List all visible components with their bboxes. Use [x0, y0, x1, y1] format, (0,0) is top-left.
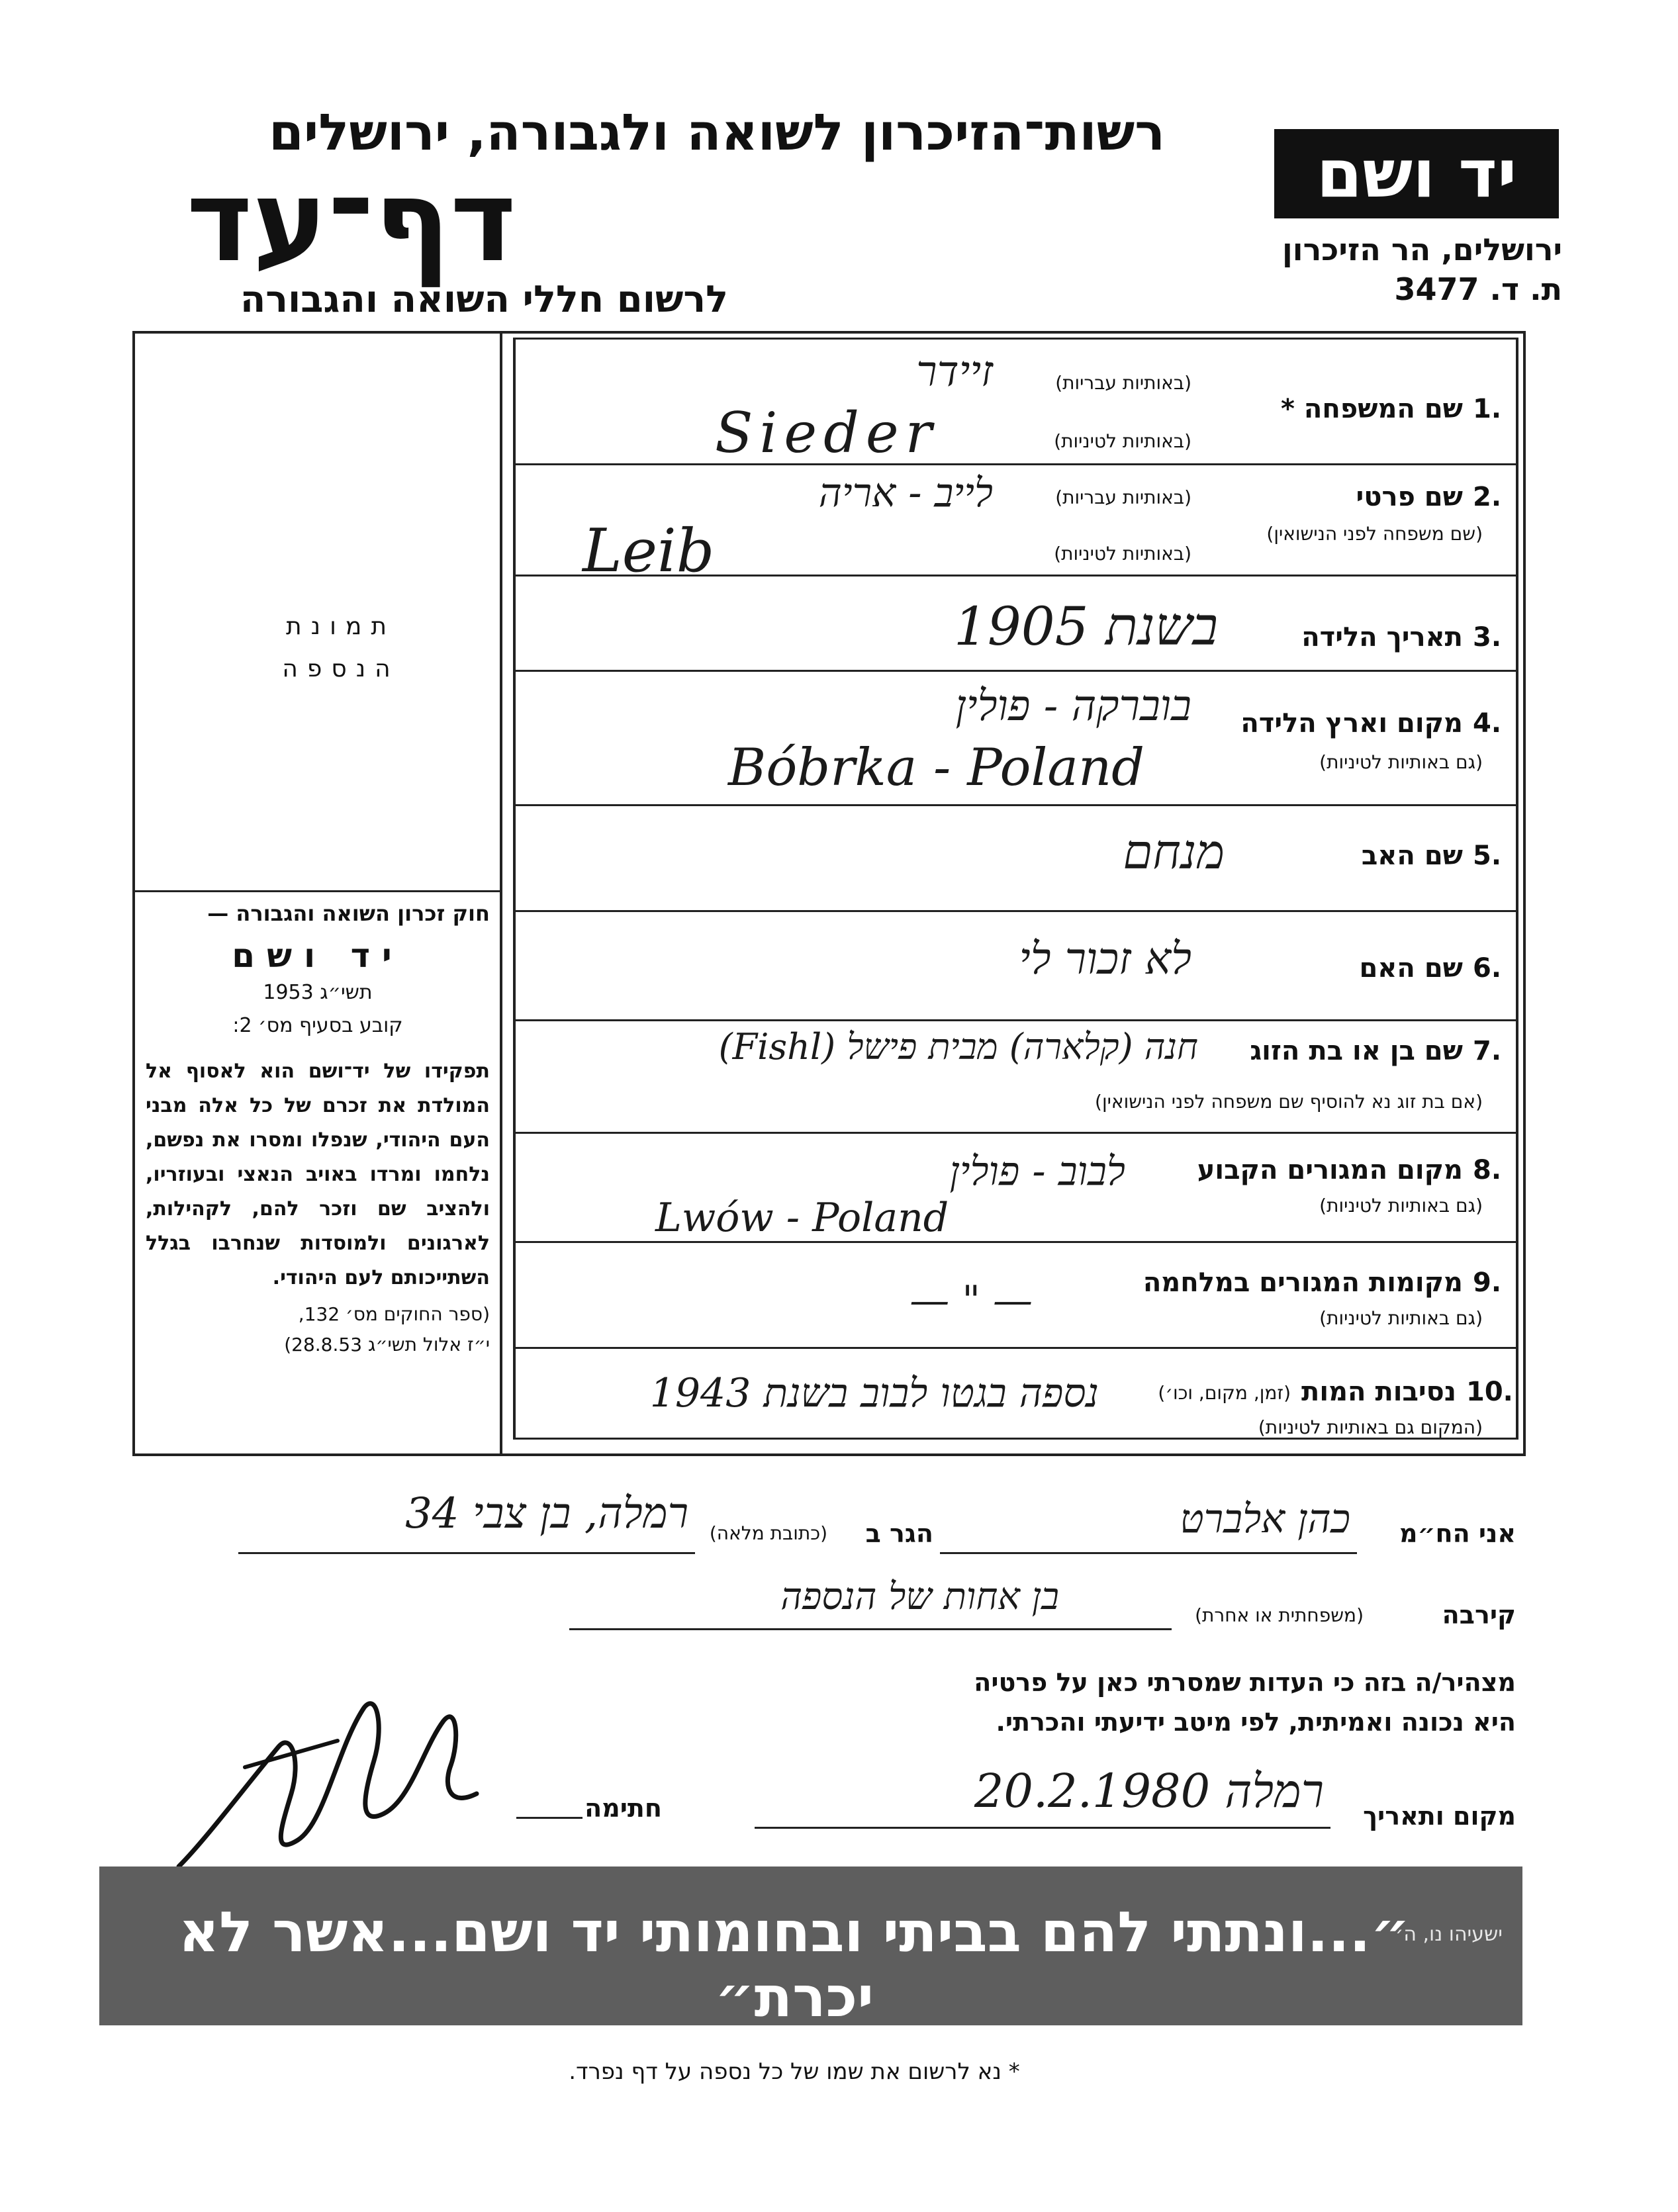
- law-title: חוק זכרון השואה והגבורה —: [207, 901, 490, 926]
- relation-line: [569, 1628, 1172, 1630]
- field-9-number: 9.: [1473, 1267, 1502, 1298]
- field-4-label: מקום וארץ הלידה: [1240, 708, 1463, 739]
- field-4-sub: (גם באותיות לטיניות): [1319, 751, 1483, 773]
- relation-label: קירבה: [1442, 1600, 1516, 1630]
- footnote: * נא לרשום את שמו של כל נספה על דף נפרד.: [569, 2058, 1020, 2085]
- field-5-value[interactable]: מנחם: [1123, 824, 1225, 880]
- row-separator: [513, 670, 1518, 672]
- field-7-number: 7.: [1473, 1036, 1502, 1066]
- field-2-value-latin[interactable]: Leib: [583, 516, 715, 586]
- declarant-label: אני הח״מ: [1399, 1519, 1516, 1548]
- field-5-label: שם האב: [1361, 841, 1463, 871]
- row-separator: [513, 1019, 1518, 1021]
- fields-inner-border: [513, 338, 516, 1440]
- law-source: [146, 1299, 490, 1360]
- field-2-sub: (שם משפחה לפני הנישואין): [1266, 523, 1483, 545]
- field-10-number: 10.: [1466, 1377, 1513, 1407]
- logo-address: ירושלים, הר הזיכרון: [1282, 232, 1562, 267]
- field-8-sub: (גם באותיות לטיניות): [1319, 1195, 1483, 1217]
- row-separator: [513, 910, 1518, 912]
- fields-top-border: [513, 338, 1518, 340]
- row-separator: [513, 1241, 1518, 1243]
- field-2-value-hebrew[interactable]: לייב - אריה: [818, 470, 993, 516]
- field-8-value-hebrew[interactable]: לבוב - פולין: [949, 1148, 1125, 1195]
- field-1-hint-hebrew: (באותיות עבריות): [1055, 372, 1191, 394]
- field-7-sub: (אם בת זוג נא להוסיף שם משפחה לפני הנישואין): [1095, 1091, 1483, 1113]
- banner-reference: ישעיהו נו, ה׳: [1395, 1923, 1503, 1946]
- field-4-number: 4.: [1473, 708, 1502, 739]
- row-separator: [513, 804, 1518, 806]
- field-3-number: 3.: [1473, 622, 1502, 653]
- field-10-value[interactable]: נספה בגטו לבוב בשנת 1943: [649, 1370, 1099, 1416]
- law-block: [146, 897, 490, 1360]
- declarant-name-line: [940, 1552, 1357, 1554]
- photo-divider: [132, 890, 502, 892]
- place-date-label: מקום ותאריך: [1363, 1802, 1516, 1831]
- relation-hint: (משפחתית או אחרת): [1195, 1604, 1364, 1626]
- authority-heading: רשות־הזיכרון לשואה ולגבורה, ירושלים: [269, 103, 1165, 161]
- law-name: יד ושם: [232, 937, 404, 975]
- law-source-line2: י״ז אלול תשי״ג 28.8.53): [284, 1334, 490, 1356]
- field-9-sub: (גם באותיות לטיניות): [1319, 1307, 1483, 1329]
- signature-label: חתימה: [584, 1794, 662, 1823]
- field-4-value-latin[interactable]: Bóbrka - Poland: [728, 738, 1145, 798]
- field-1-value-latin[interactable]: Sieder: [715, 400, 939, 465]
- field-1-label: שם המשפחה *: [1281, 394, 1463, 424]
- address-line: [238, 1552, 695, 1554]
- field-10-sub: (המקום גם באותיות לטיניות): [1258, 1416, 1483, 1438]
- row-separator: [513, 463, 1518, 465]
- form-subtitle: לרשום חללי השואה והגבורה: [240, 278, 728, 321]
- field-9-label: מקומות המגורים במלחמה: [1142, 1267, 1463, 1298]
- field-4-value-hebrew[interactable]: בוברקה - פולין: [955, 682, 1191, 731]
- field-3-value[interactable]: בשנת 1905: [953, 596, 1218, 657]
- field-8-number: 8.: [1473, 1155, 1502, 1185]
- declarant-name-value[interactable]: כהן אלברט: [1180, 1496, 1350, 1542]
- photo-label-line2: הנספה: [282, 655, 400, 682]
- field-8-label: מקום המגורים הקבוע: [1197, 1155, 1463, 1185]
- law-text: תפקידו של יד־ושם הוא לאסוף אל המולדת את זכרם של כל אלה מבני העם היהודי, שנפלו ומסרו את נפשם, נלחמו ומרדו באויב הנאצי ובעוזריו, ולהציב שם וזכר להם, לקהילות, לארגונים ולמוסדות שנחרבו בגלל השתייכותם לעם היהודי.: [146, 1060, 490, 1289]
- row-separator: [513, 1132, 1518, 1134]
- field-7-value[interactable]: חנה (קלארה) מבית פישל (Fishl): [718, 1026, 1198, 1068]
- law-clause: קובע בסעיף מס׳ 2:: [232, 1014, 403, 1037]
- law-source-line1: (ספר החוקים מס׳ 132,: [298, 1303, 490, 1325]
- statement-line-1: מצהיר/ה בזה כי העדות שמסרתי כאן על פרטיה: [974, 1668, 1516, 1697]
- banner-quote: ״...ונתתי להם בביתי ובחומותי יד ושם...אשר לא יכרת״: [178, 1900, 1411, 2029]
- field-3-label: תאריך הלידה: [1301, 622, 1463, 653]
- field-1-value-hebrew[interactable]: זיידר: [916, 347, 993, 396]
- place-date-value[interactable]: רמלה 20.2.1980: [974, 1764, 1324, 1818]
- place-date-line: [755, 1827, 1330, 1829]
- field-1-hint-latin: (באותיות לטיניות): [1054, 430, 1191, 452]
- field-5-number: 5.: [1473, 841, 1502, 871]
- column-divider: [500, 331, 502, 1456]
- statement-line-2: היא נכונה ואמיתית, לפי מיטב ידיעתי והכרתי.: [996, 1708, 1516, 1737]
- field-7-label: שם בן או בת הזוג: [1250, 1036, 1463, 1066]
- logo-po-box: ת. ד. 3477: [1394, 271, 1562, 307]
- field-6-number: 6.: [1473, 953, 1502, 984]
- field-2-hint-hebrew: (באותיות עבריות): [1055, 486, 1191, 508]
- photo-label-line1: תמונת: [286, 613, 396, 640]
- photo-area-label: [258, 606, 424, 690]
- fields-outer-border: [1516, 338, 1518, 1440]
- field-1-number: 1.: [1473, 394, 1502, 424]
- yad-vashem-logo: יד ושם: [1274, 129, 1559, 218]
- field-10-label-hint: (זמן, מקום, וכו׳): [1158, 1382, 1291, 1404]
- form-title: דף־עד: [186, 156, 516, 287]
- field-9-value[interactable]: — " —: [909, 1277, 1033, 1324]
- address-hint: (כתובת מלאה): [709, 1522, 827, 1544]
- field-10-label: נסיבות המות: [1301, 1377, 1456, 1407]
- law-year: תשי״ג 1953: [263, 981, 373, 1004]
- field-2-label: שם פרטי: [1356, 482, 1463, 512]
- field-6-label: שם האם: [1359, 953, 1463, 984]
- relation-value[interactable]: בן אחות של הנספה: [780, 1575, 1059, 1618]
- signature-mark: [165, 1668, 510, 1886]
- field-8-value-latin[interactable]: Lwów - Poland: [655, 1195, 949, 1241]
- row-separator: [513, 1347, 1518, 1349]
- field-2-hint-latin: (באותיות לטיניות): [1054, 543, 1191, 565]
- lives-in-label: הגר ב: [865, 1519, 933, 1548]
- address-value[interactable]: רמלה, בן צבי 34: [405, 1489, 688, 1538]
- signature-line: [516, 1817, 583, 1819]
- field-6-value[interactable]: לא זכור לי: [1019, 933, 1191, 984]
- field-2-number: 2.: [1473, 482, 1502, 512]
